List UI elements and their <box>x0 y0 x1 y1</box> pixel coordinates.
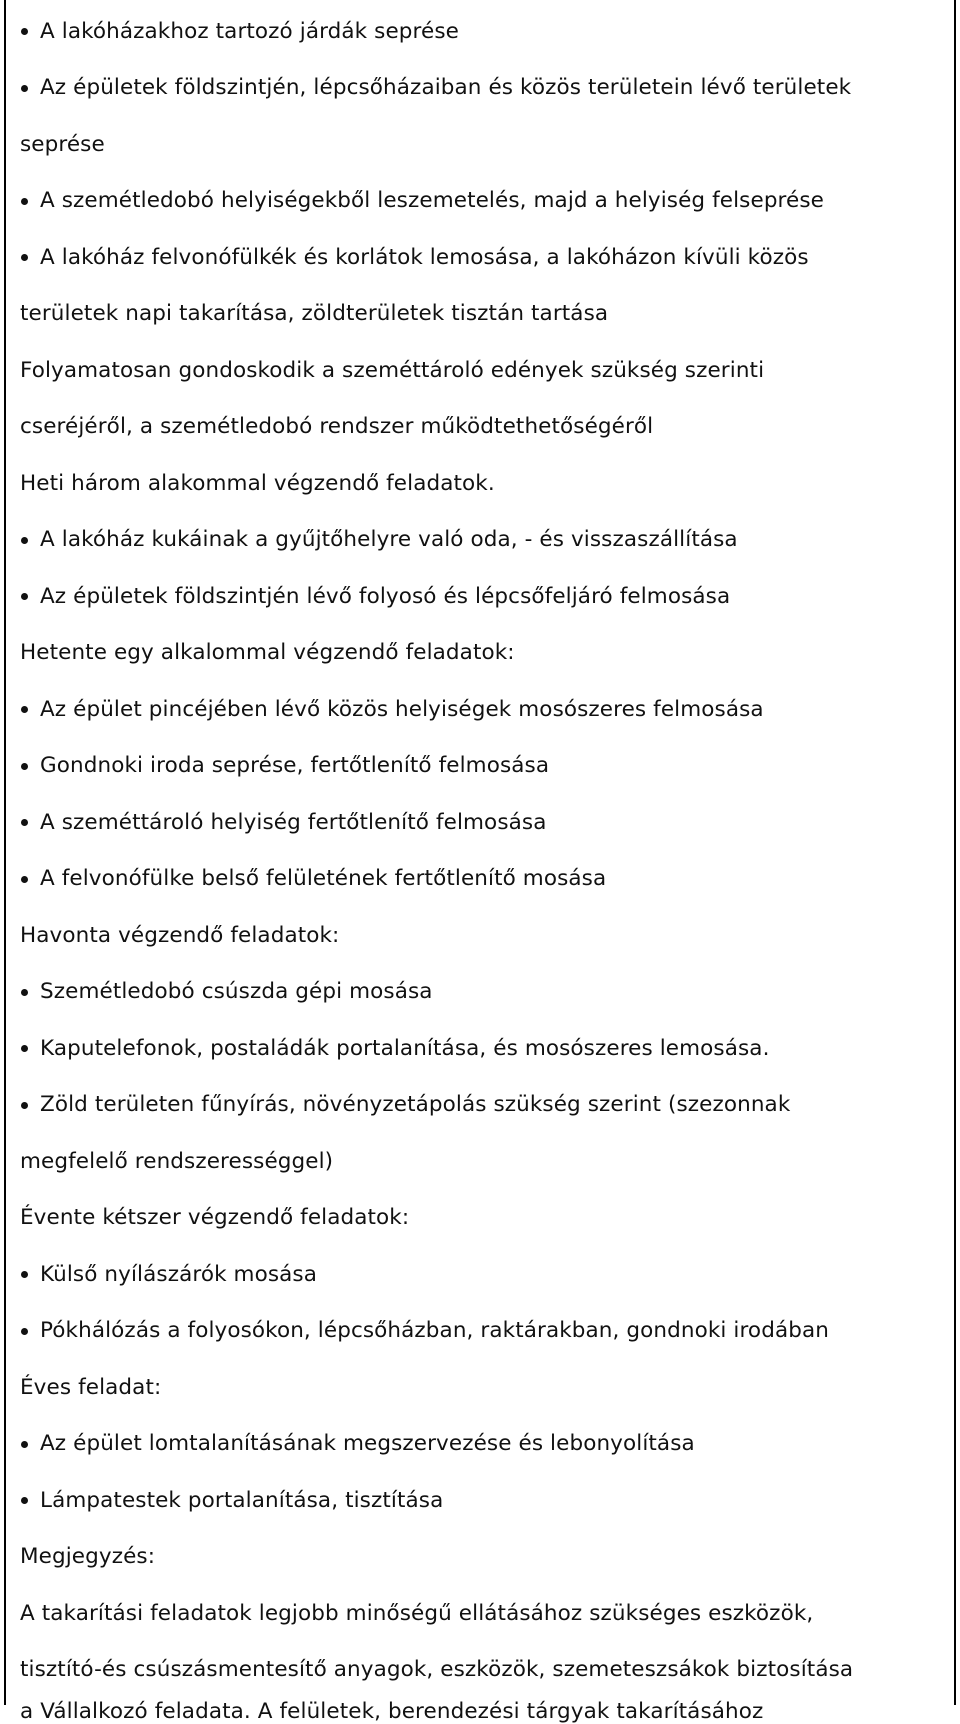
list-item: Szemétledobó csúszda gépi mosása <box>20 964 940 1021</box>
paragraph-line: tisztító-és csúszásmentesítő anyagok, eszközök, szemeteszsákok biztosítása <box>20 1657 854 1683</box>
list-item: A lakóház kukáinak a gyűjtőhelyre való oda, - és visszaszállítása <box>20 512 940 569</box>
paragraph-line: területek napi takarítása, zöldterületek tisztán tartása <box>20 301 609 327</box>
paragraph-line: megfelelő rendszerességgel) <box>20 1148 334 1174</box>
list-item: Gondnoki iroda seprése, fertőtlenítő felmosása <box>20 738 940 795</box>
section-heading: Hetente egy alkalommal végzendő feladatok: <box>20 640 515 666</box>
right-border-line <box>954 0 956 1705</box>
list-item: A szemétledobó helyiségekből leszemetelés, majd a helyiség felseprése <box>20 173 940 230</box>
list-item: A szeméttároló helyiség fertőtlenítő felmosása <box>20 794 940 851</box>
paragraph-line: Folyamatosan gondoskodik a szeméttároló edények szükség szerinti <box>20 357 765 383</box>
list-item: Lámpatestek portalanítása, tisztítása <box>20 1472 940 1529</box>
left-border-line <box>4 0 6 1705</box>
paragraph-line: cseréjéről, a szemétledobó rendszer működtethetőségéről <box>20 414 654 440</box>
section-heading: Évente kétszer végzendő feladatok: <box>20 1205 410 1231</box>
list-item: A felvonófülke belső felületének fertőtlenítő mosása <box>20 851 940 908</box>
list-item: A lakóház felvonófülkék és korlátok lemosása, a lakóházon kívüli közös <box>20 229 940 286</box>
paragraph-line: seprése <box>20 131 105 157</box>
section-heading: Havonta végzendő feladatok: <box>20 922 340 948</box>
list-item: Pókhálózás a folyosókon, lépcsőházban, raktárakban, gondnoki irodában <box>20 1303 940 1360</box>
list-item: Az épületek földszintjén, lépcsőházaiban és közös területein lévő területek <box>20 60 940 117</box>
paragraph-line: A takarítási feladatok legjobb minőségű ellátásához szükséges eszközök, <box>20 1600 814 1626</box>
list-item: Kaputelefonok, postaládák portalanítása, és mosószeres lemosása. <box>20 1020 940 1077</box>
list-item: A lakóházakhoz tartozó járdák seprése <box>20 3 940 60</box>
document-body <box>20 0 940 1724</box>
paragraph-line: a Vállalkozó feladata. A felületek, berendezési tárgyak takarításához <box>20 1698 764 1724</box>
list-item: Zöld területen fűnyírás, növényzetápolás szükség szerint (szezonnak <box>20 1077 940 1134</box>
list-item: Az épület pincéjében lévő közös helyiségek mosószeres felmosása <box>20 681 940 738</box>
section-heading: Heti három alakommal végzendő feladatok. <box>20 470 495 496</box>
section-heading: Megjegyzés: <box>20 1544 156 1570</box>
section-heading: Éves feladat: <box>20 1374 162 1400</box>
list-item: Külső nyílászárók mosása <box>20 1246 940 1303</box>
list-item: Az épületek földszintjén lévő folyosó és lépcsőfeljáró felmosása <box>20 568 940 625</box>
list-item: Az épület lomtalanításának megszervezése és lebonyolítása <box>20 1416 940 1473</box>
